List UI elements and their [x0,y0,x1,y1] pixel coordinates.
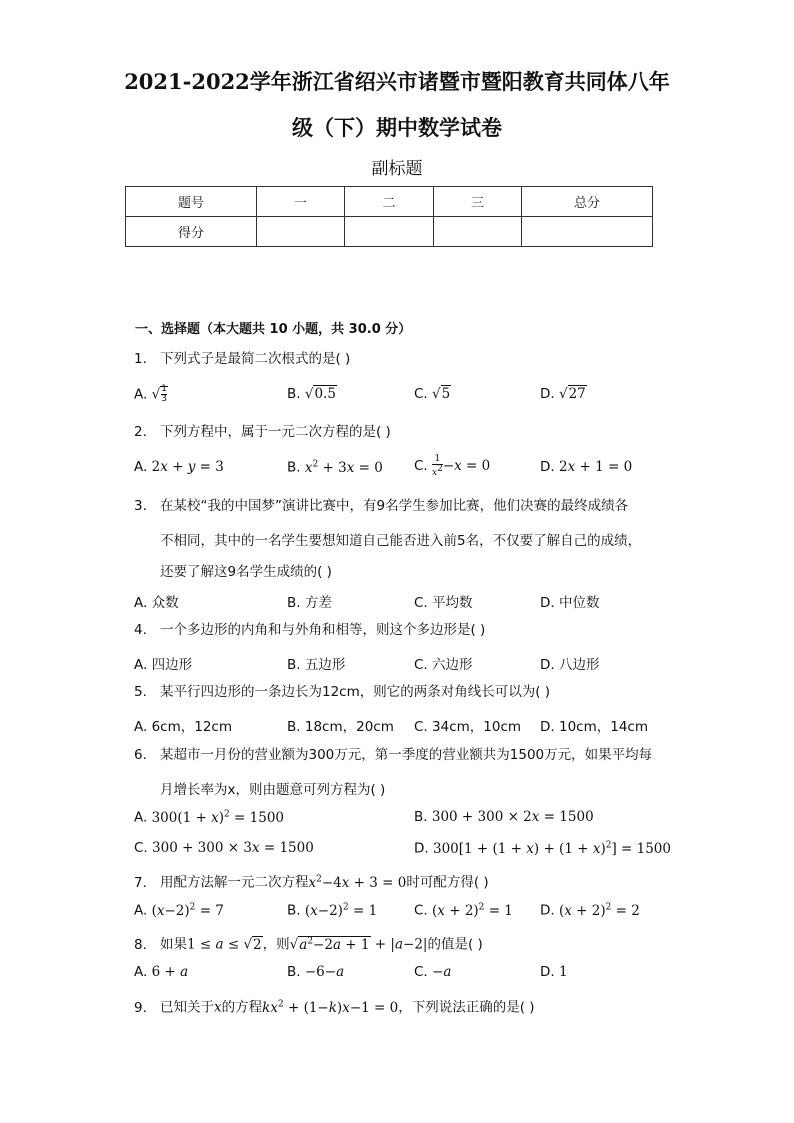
option-c: C. √5 [414,386,451,402]
option-a: A. 6cm，12cm [134,719,233,735]
option-text: 六边形 [432,657,473,673]
question-8 [134,933,483,953]
question-3 [134,498,628,514]
option-text: 10cm，14cm [558,719,648,735]
score-table [125,186,653,247]
option-text: 2x + y = 3 [151,459,224,475]
option-text: 中位数 [558,595,600,611]
question-text: 一个多边形的内角和与外角和相等，则这个多边形是( ) [160,622,486,638]
question-text-cont: 不相同，其中的一名学生要想知道自己能否进入前5名，不仅要了解自己的成绩， [160,533,642,549]
option-a: A. 众数 [134,595,179,611]
option-text: $300[1 + (1 + x) + (1 + x)^2] = 1500$ [432,840,671,857]
option-d: D. $300[1 + (1 + x) + (1 + x)^2] = 1500$ [414,840,671,857]
option-a: A. $(x-2)^2 = 7$ [134,902,224,919]
option-text: 1 [558,964,568,980]
option-text: −6−a [304,964,345,980]
question-text: 下列式子是最简二次根式的是( ) [160,351,351,367]
option-text: $x^2 + 3x = 0$ [304,459,383,476]
option-text: $300(1 + x)^2 = 1500$ [151,809,285,826]
option-text: 18cm，20cm [304,719,394,735]
option-text: 6 + a [151,964,189,980]
option-c: C. −a [414,964,452,980]
question-text: 某超市一月份的营业额为300万元，第一季度的营业额共为1500万元，如果平均每 [160,747,653,763]
option-text: $(x + 2)^2 = 1$ [432,902,513,919]
option-text: 五边形 [304,657,346,673]
option-text: $(x-2)^2 = 1$ [304,902,378,919]
score-input-cell[interactable] [522,217,653,247]
option-b: B. −6−a [287,964,345,980]
option-a: A. 2x + y = 3 [134,459,224,475]
score-table-header-row [126,187,653,217]
question-text: 用配方法解一元二次方程$x^2-4x + 3 = 0$时可配方得( ) [160,874,489,891]
question-1 [134,351,350,367]
question-text-cont: 还要了解这9名学生成绩的( ) [160,564,332,580]
option-text: 300 + 300 × 2x = 1500 [431,809,594,825]
option-c: C. 平均数 [414,595,473,611]
question-text: 某平行四边形的一条边长为12cm，则它的两条对角线长可以为( ) [160,684,551,700]
question-text: 下列方程中，属于一元二次方程的是( ) [160,424,391,440]
option-text: $(x + 2)^2 = 2$ [558,902,640,919]
option-text: 四边形 [151,657,193,673]
option-d: D. √27 [540,386,586,402]
option-a: A. $300(1 + x)^2 = 1500$ [134,809,285,826]
score-input-cell[interactable] [345,217,434,247]
option-d: D. 八边形 [540,657,600,673]
option-c: C. 34cm，10cm [414,719,522,735]
option-b: B. 18cm，20cm [287,719,394,735]
option-text: 八边形 [558,657,600,673]
score-header-cell: 三 [434,187,522,217]
question-7 [134,871,489,891]
option-d: D. 10cm，14cm [540,719,648,735]
question-number: 6. [134,747,147,763]
question-number: 7. [134,874,147,891]
option-text: 300 + 300 × 3x = 1500 [152,840,314,856]
question-text: 在某校“我的中国梦”演讲比赛中，有9名学生参加比赛，他们决赛的最终成绩各 [160,498,629,514]
option-b: B. $x^2 + 3x = 0$ [287,459,383,476]
question-number: 5. [134,684,147,700]
question-9 [134,996,535,1016]
option-text: 方差 [304,595,332,611]
exam-title-line2: 级（下）期中数学试卷 [292,115,502,140]
option-d: D. 1 [540,964,568,980]
option-text: √5 [432,386,451,402]
score-header-cell: 总分 [522,187,653,217]
score-header-cell: 二 [345,187,434,217]
question-number: 1. [134,351,147,367]
question-number: 2. [134,424,147,440]
question-number: 9. [134,999,147,1016]
option-text: 平均数 [432,595,473,611]
option-text: $\frac{1}{x^2}$ −x = 0 [432,454,491,478]
option-a: A. √ $\frac{1}{3}$ [134,384,167,404]
option-b: B. 300 + 300 × 2x = 1500 [414,809,594,825]
option-text: √0.5 [304,386,336,402]
option-text: −a [432,964,452,980]
score-input-cell[interactable] [257,217,345,247]
option-text: √27 [558,386,586,402]
score-header-cell: 一 [257,187,345,217]
question-number: 8. [134,936,147,953]
option-b: B. $(x-2)^2 = 1$ [287,902,378,919]
option-c: C. $\frac{1}{x^2}$ −x = 0 [414,454,491,478]
question-2 [134,424,391,440]
subtitle: 副标题 [371,159,423,179]
option-a: A. 6 + a [134,964,189,980]
option-text: 34cm，10cm [432,719,522,735]
option-text: 众数 [151,595,179,611]
option-text: 2x + 1 = 0 [558,459,633,475]
option-b: B. 方差 [287,595,332,611]
score-row-label: 得分 [126,217,257,247]
question-text-cont: 月增长率为x，则由题意可列方程为( ) [160,782,386,798]
question-text: 已知关于x的方程$kx^2 + (1-k)x-1 = 0$，下列说法正确的是( ) [160,999,535,1016]
option-a: A. 四边形 [134,657,193,673]
option-d: D. 2x + 1 = 0 [540,459,633,475]
score-table-score-row [126,217,653,247]
question-text: 如果1 ≤ a ≤ √2，则$√a^2-2a + 1 + |a-2|$的值是( ) [160,936,483,953]
section-title: 一、选择题（本大题共 10 小题，共 30.0 分） [135,322,412,337]
question-6 [134,747,652,763]
option-text: √ $\frac{1}{3}$ [151,384,167,404]
option-b: B. √0.5 [287,386,336,402]
score-header-cell: 题号 [126,187,257,217]
exam-title-line1: 2021-2022学年浙江省绍兴市诸暨市暨阳教育共同体八年 [124,69,670,94]
option-c: C. $(x + 2)^2 = 1$ [414,902,513,919]
option-text: 6cm，12cm [151,719,233,735]
option-d: D. 中位数 [540,595,600,611]
option-text: $(x-2)^2 = 7$ [151,902,224,919]
score-input-cell[interactable] [434,217,522,247]
question-4 [134,622,485,638]
question-number: 4. [134,622,147,638]
option-c: C. 六边形 [414,657,473,673]
question-5 [134,684,550,700]
option-d: D. $(x + 2)^2 = 2$ [540,902,640,919]
option-b: B. 五边形 [287,657,346,673]
option-c: C. 300 + 300 × 3x = 1500 [134,840,314,856]
question-number: 3. [134,498,147,514]
